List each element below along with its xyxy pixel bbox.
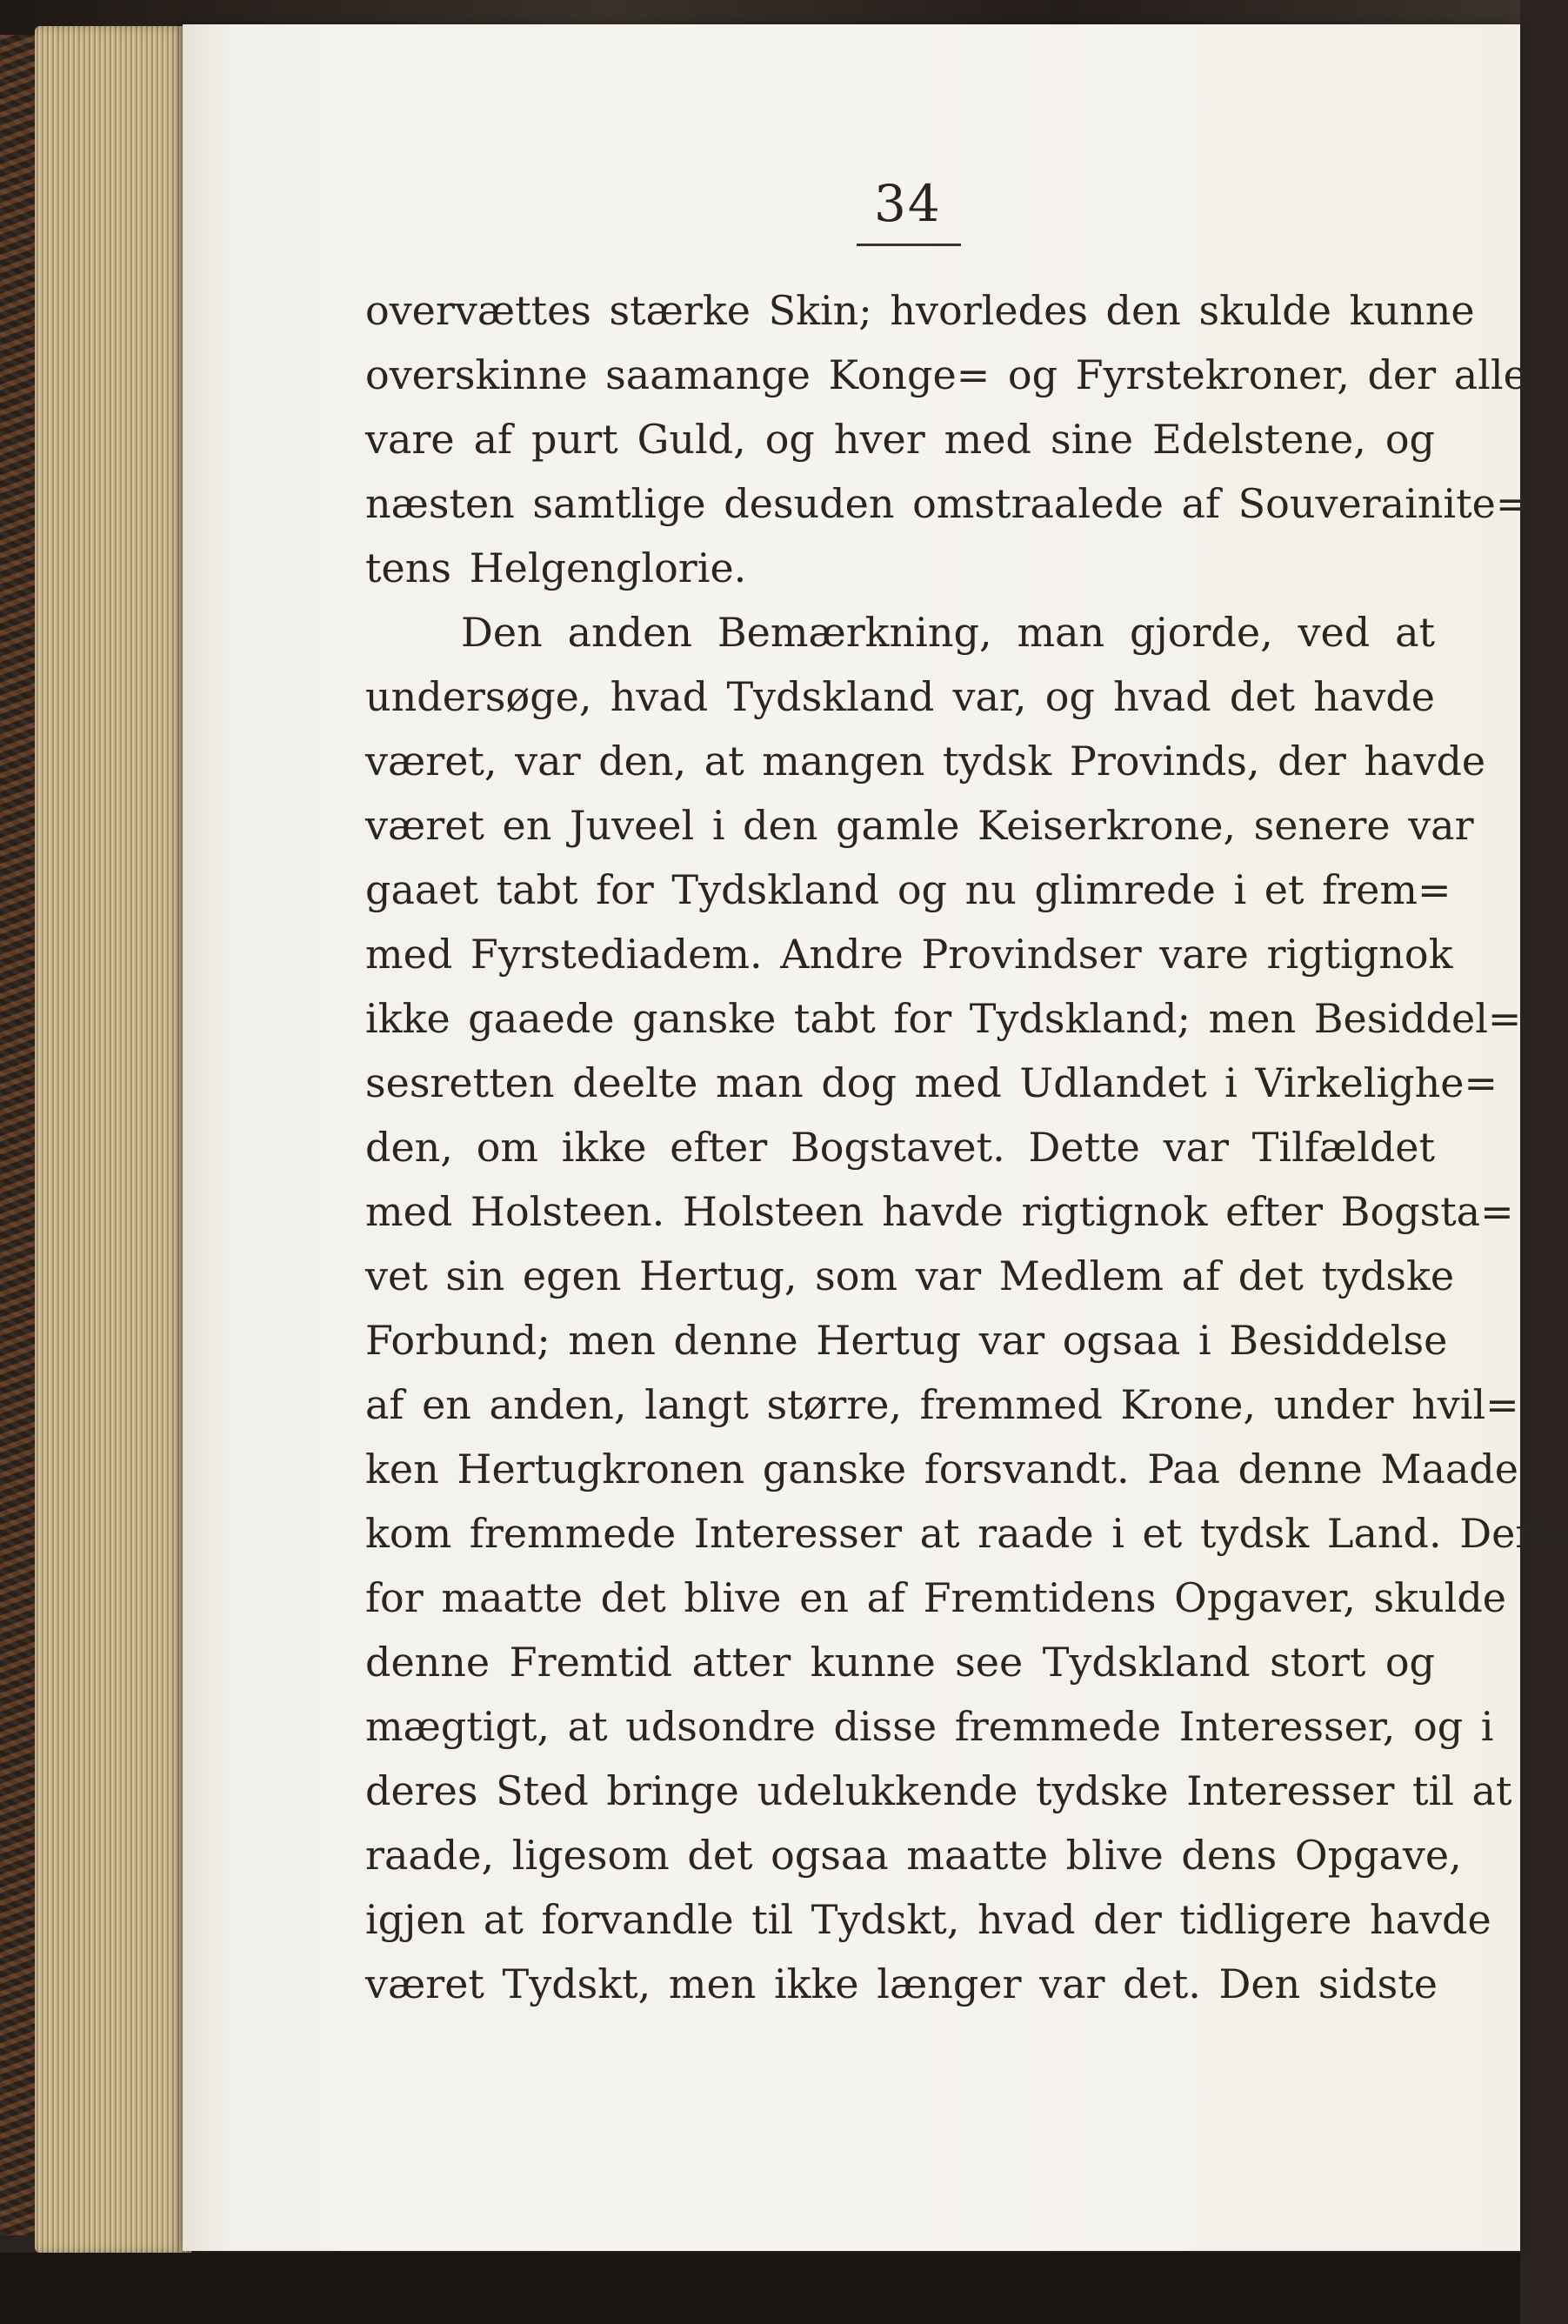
text-line-26: igjen at forvandle til Tydskt, hvad der tidligere havde: [365, 1896, 1491, 1943]
text-line-13: sesretten deelte man dog med Udlandet i Virkelighe=: [365, 1059, 1498, 1106]
background-bottom: [0, 2253, 1520, 2324]
text-line-4: næsten samtlige desuden omstraalede af Souverainite=: [365, 480, 1530, 527]
text-line-23: mægtigt, at udsondre disse fremmede Interesser, og i: [365, 1703, 1494, 1750]
text-line-16: vet sin egen Hertug, som var Medlem af det tydske: [365, 1252, 1455, 1299]
text-line-11: med Fyrstediadem. Andre Provindser vare rigtignok: [365, 931, 1453, 978]
text-line-19: ken Hertugkronen ganske forsvandt. Paa denne Maade: [365, 1446, 1518, 1493]
text-line-22: denne Fremtid atter kunne see Tydskland stort og: [365, 1639, 1435, 1686]
text-line-1: overvættes stærke Skin; hvorledes den skulde kunne: [365, 287, 1475, 334]
text-line-9: været en Juveel i den gamle Keiserkrone, senere var: [365, 802, 1474, 849]
text-line-5: tens Helgenglorie.: [365, 544, 747, 591]
text-line-27: været Tydskt, men ikke længer var det. Den sidste: [365, 1960, 1438, 2007]
text-line-21: for maatte det blive en af Fremtidens Opgaver, skulde: [365, 1574, 1507, 1621]
text-line-25: raade, ligesom det ogsaa maatte blive dens Opgave,: [365, 1832, 1462, 1879]
text-line-10: gaaet tabt for Tydskland og nu glimrede i et frem=: [365, 866, 1451, 913]
text-line-20: kom fremmede Interesser at raade i et tydsk Land. Der=: [365, 1510, 1568, 1557]
text-line-12: ikke gaaede ganske tabt for Tydskland; men Besiddel=: [365, 995, 1522, 1042]
text-line-2: overskinne saamange Konge= og Fyrstekroner, der alle: [365, 351, 1527, 398]
text-line-7: undersøge, hvad Tydskland var, og hvad det havde: [365, 673, 1435, 720]
text-line-17: Forbund; men denne Hertug var ogsaa i Besiddelse: [365, 1317, 1448, 1364]
page-edges: [35, 26, 191, 2253]
text-line-18: af en anden, langt større, fremmed Krone, under hvil=: [365, 1381, 1519, 1428]
text-line-24: deres Sted bringe udelukkende tydske Interesser til at: [365, 1767, 1512, 1814]
body-text: [365, 278, 1568, 2016]
text-line-3: vare af purt Guld, og hver med sine Edelstene, og: [365, 416, 1435, 463]
text-line-15: med Holsteen. Holsteen havde rigtignok efter Bogsta=: [365, 1188, 1514, 1235]
text-line-8: været, var den, at mangen tydsk Provinds, der havde: [365, 738, 1486, 785]
page-number: 34: [874, 174, 942, 233]
page-number-rule: [857, 244, 961, 246]
text-line-14: den, om ikke efter Bogstavet. Dette var Tilfældet: [365, 1124, 1435, 1171]
text-line-6: Den anden Bemærkning, man gjorde, ved at: [461, 609, 1435, 656]
